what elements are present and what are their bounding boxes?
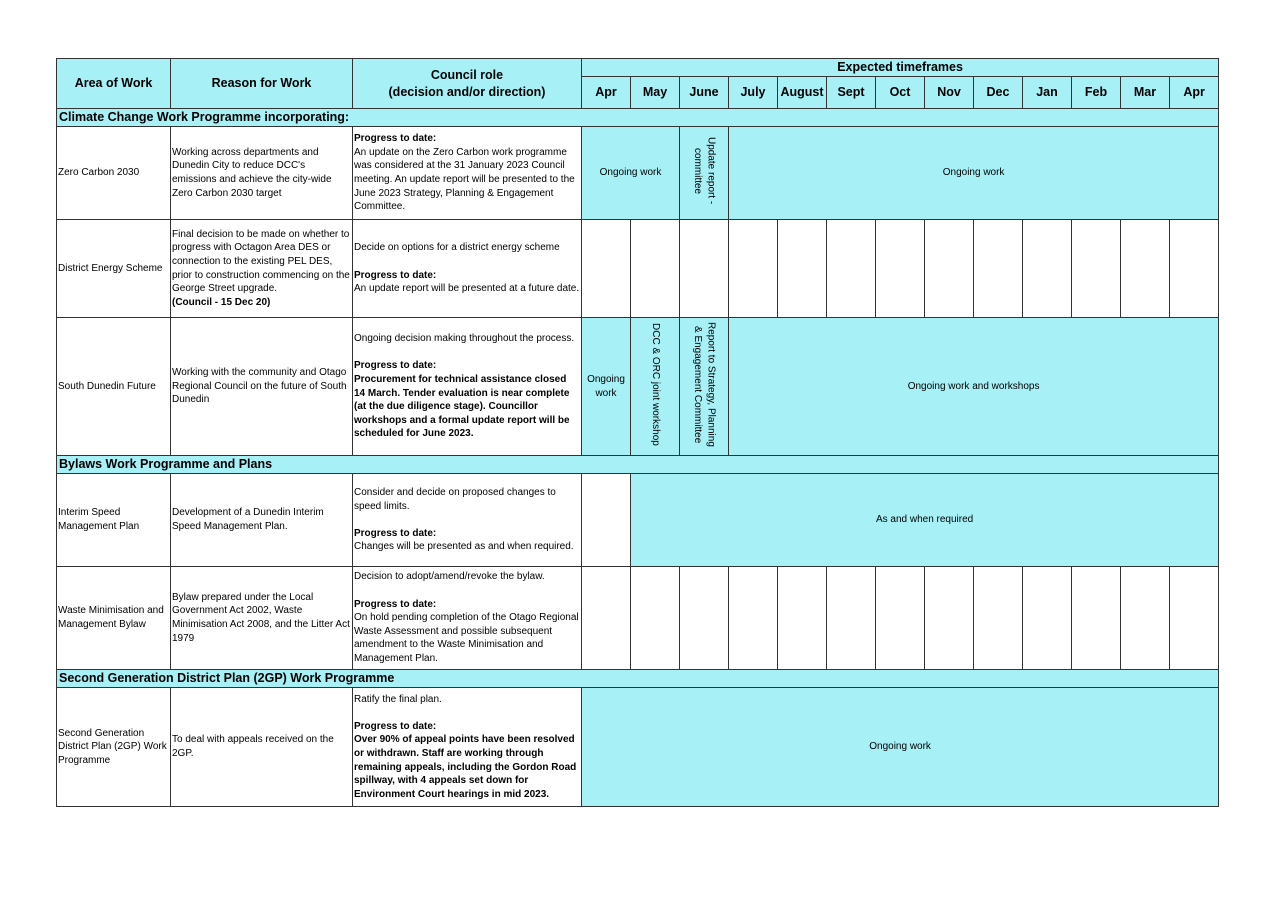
timeline-empty-cell <box>582 567 631 670</box>
timeline-bar: Ongoing work <box>582 127 680 220</box>
work-programme-table <box>56 58 1219 807</box>
progress-text: Changes will be presented as and when required. <box>354 541 574 553</box>
month-header: Dec <box>974 77 1023 109</box>
reason-cell: To deal with appeals received on the 2GP. <box>171 688 353 807</box>
progress-label: Progress to date: <box>354 360 437 372</box>
timeline-empty-cell <box>1170 567 1219 670</box>
month-header: May <box>631 77 680 109</box>
timeline-empty-cell <box>778 220 827 318</box>
council-role-cell <box>353 567 582 670</box>
timeline-empty-cell <box>729 567 778 670</box>
timeline-milestone-label: DCC & ORC joint workshop <box>649 322 661 446</box>
header-council-role-line2: (decision and/or direction) <box>388 84 546 99</box>
table-row <box>57 127 1219 220</box>
timeline-bar: Ongoing work <box>582 688 1219 807</box>
month-header: Apr <box>582 77 631 109</box>
timeline-empty-cell <box>974 567 1023 670</box>
section-header-row <box>57 109 1219 127</box>
section-title: Second Generation District Plan (2GP) Work Programme <box>57 670 1219 688</box>
progress-text: On hold pending completion of the Otago Regional Waste Assessment and possible subsequent amendment to the Waste Minimisation and Management Plan. <box>354 612 579 664</box>
timeline-empty-cell <box>631 567 680 670</box>
reason-cell: Working with the community and Otago Regional Council on the future of South Dunedin <box>171 318 353 456</box>
timeline-empty-cell <box>876 567 925 670</box>
header-council-role <box>353 59 582 109</box>
timeline-empty-cell <box>1170 220 1219 318</box>
reason-text: Final decision to be made on whether to progress with Octagon Area DES or connection to the existing PEL DES, prior to construction commencing on the George Street upgrade. <box>172 228 350 295</box>
month-header: Sept <box>827 77 876 109</box>
progress-text: Over 90% of appeal points have been resolved or withdrawn. Staff are working through remaining appeals, including the Gordon Road spillway, with 4 appeals set down for Environment Court hearings in mid 2023. <box>354 734 577 800</box>
header-expected-timeframes: Expected timeframes <box>582 59 1219 77</box>
progress-label: Progress to date: <box>354 269 437 281</box>
council-role-cell <box>353 688 582 807</box>
section-header-row <box>57 456 1219 474</box>
header-row <box>57 59 1219 77</box>
progress-label: Progress to date: <box>354 133 437 145</box>
council-role-cell <box>353 474 582 567</box>
timeline-empty-cell <box>1121 567 1170 670</box>
progress-label: Progress to date: <box>354 527 437 539</box>
timeline-empty-cell <box>1072 220 1121 318</box>
reason-cell: Bylaw prepared under the Local Government Act 2002, Waste Minimisation Act 2008, and the Litter Act 1979 <box>171 567 353 670</box>
reason-cell <box>171 220 353 318</box>
council-role-cell <box>353 220 582 318</box>
timeline-empty-cell <box>778 567 827 670</box>
table-row <box>57 220 1219 318</box>
area-cell: South Dunedin Future <box>57 318 171 456</box>
timeline-empty-cell <box>582 220 631 318</box>
timeline-milestone <box>680 318 729 456</box>
timeline-empty-cell <box>827 220 876 318</box>
timeline-bar: As and when required <box>631 474 1219 567</box>
table-row <box>57 474 1219 567</box>
progress-text: An update on the Zero Carbon work programme was considered at the 31 January 2023 Council meeting. An update report will be presented to the June 2023 Strategy, Planning & Engagement Committee. <box>354 146 575 213</box>
timeline-bar: Ongoing work <box>729 127 1219 220</box>
role-text: Ratify the final plan. <box>354 693 442 705</box>
progress-text: Procurement for technical assistance closed 14 March. Tender evaluation is near complete (at the due diligence stage). Councillor workshops and a formal update report will be scheduled for June 2023. <box>354 373 570 440</box>
timeline-bar: Ongoing work and workshops <box>729 318 1219 456</box>
timeline-milestone <box>631 318 680 456</box>
timeline-empty-cell <box>582 474 631 567</box>
timeline-bar: Ongoing work <box>582 318 631 456</box>
timeline-empty-cell <box>1023 220 1072 318</box>
month-header: Apr <box>1170 77 1219 109</box>
role-text: Ongoing decision making throughout the process. <box>354 333 575 345</box>
timeline-empty-cell <box>729 220 778 318</box>
area-cell: Second Generation District Plan (2GP) Work Programme <box>57 688 171 807</box>
month-header: Mar <box>1121 77 1170 109</box>
month-header: August <box>778 77 827 109</box>
month-header: Feb <box>1072 77 1121 109</box>
reason-cell: Development of a Dunedin Interim Speed Management Plan. <box>171 474 353 567</box>
council-role-cell <box>353 127 582 220</box>
role-text: Consider and decide on proposed changes to speed limits. <box>354 487 556 512</box>
timeline-empty-cell <box>876 220 925 318</box>
reason-cell: Working across departments and Dunedin City to reduce DCC's emissions and achieve the city-wide Zero Carbon 2030 target <box>171 127 353 220</box>
timeline-empty-cell <box>680 567 729 670</box>
area-cell: Waste Minimisation and Management Bylaw <box>57 567 171 670</box>
table-row <box>57 567 1219 670</box>
timeline-empty-cell <box>925 567 974 670</box>
area-cell: Interim Speed Management Plan <box>57 474 171 567</box>
timeline-empty-cell <box>1072 567 1121 670</box>
month-header: Jan <box>1023 77 1072 109</box>
progress-label: Progress to date: <box>354 598 437 610</box>
progress-text: An update report will be presented at a future date. <box>354 283 580 295</box>
progress-label: Progress to date: <box>354 720 437 732</box>
header-reason: Reason for Work <box>171 59 353 109</box>
timeline-empty-cell <box>925 220 974 318</box>
month-header: Nov <box>925 77 974 109</box>
month-header: July <box>729 77 778 109</box>
month-header: Oct <box>876 77 925 109</box>
role-text: Decide on options for a district energy scheme <box>354 242 560 254</box>
timeline-milestone-label: Update report - committee <box>692 137 717 205</box>
section-title: Bylaws Work Programme and Plans <box>57 456 1219 474</box>
reason-bold-text: (Council - 15 Dec 20) <box>172 296 271 308</box>
timeline-empty-cell <box>680 220 729 318</box>
area-cell: District Energy Scheme <box>57 220 171 318</box>
section-title: Climate Change Work Programme incorporating: <box>57 109 1219 127</box>
timeline-empty-cell <box>827 567 876 670</box>
table-row <box>57 318 1219 456</box>
role-text: Decision to adopt/amend/revoke the bylaw. <box>354 571 545 583</box>
timeline-milestone-label: Report to Strategy, Planning & Engagement Committee <box>692 321 717 447</box>
council-role-cell <box>353 318 582 456</box>
timeline-milestone <box>680 127 729 220</box>
header-area: Area of Work <box>57 59 171 109</box>
timeline-empty-cell <box>1023 567 1072 670</box>
timeline-empty-cell <box>974 220 1023 318</box>
area-cell: Zero Carbon 2030 <box>57 127 171 220</box>
month-header: June <box>680 77 729 109</box>
header-council-role-line1: Council role <box>430 67 504 82</box>
timeline-empty-cell <box>1121 220 1170 318</box>
table-row <box>57 688 1219 807</box>
section-header-row <box>57 670 1219 688</box>
timeline-empty-cell <box>631 220 680 318</box>
